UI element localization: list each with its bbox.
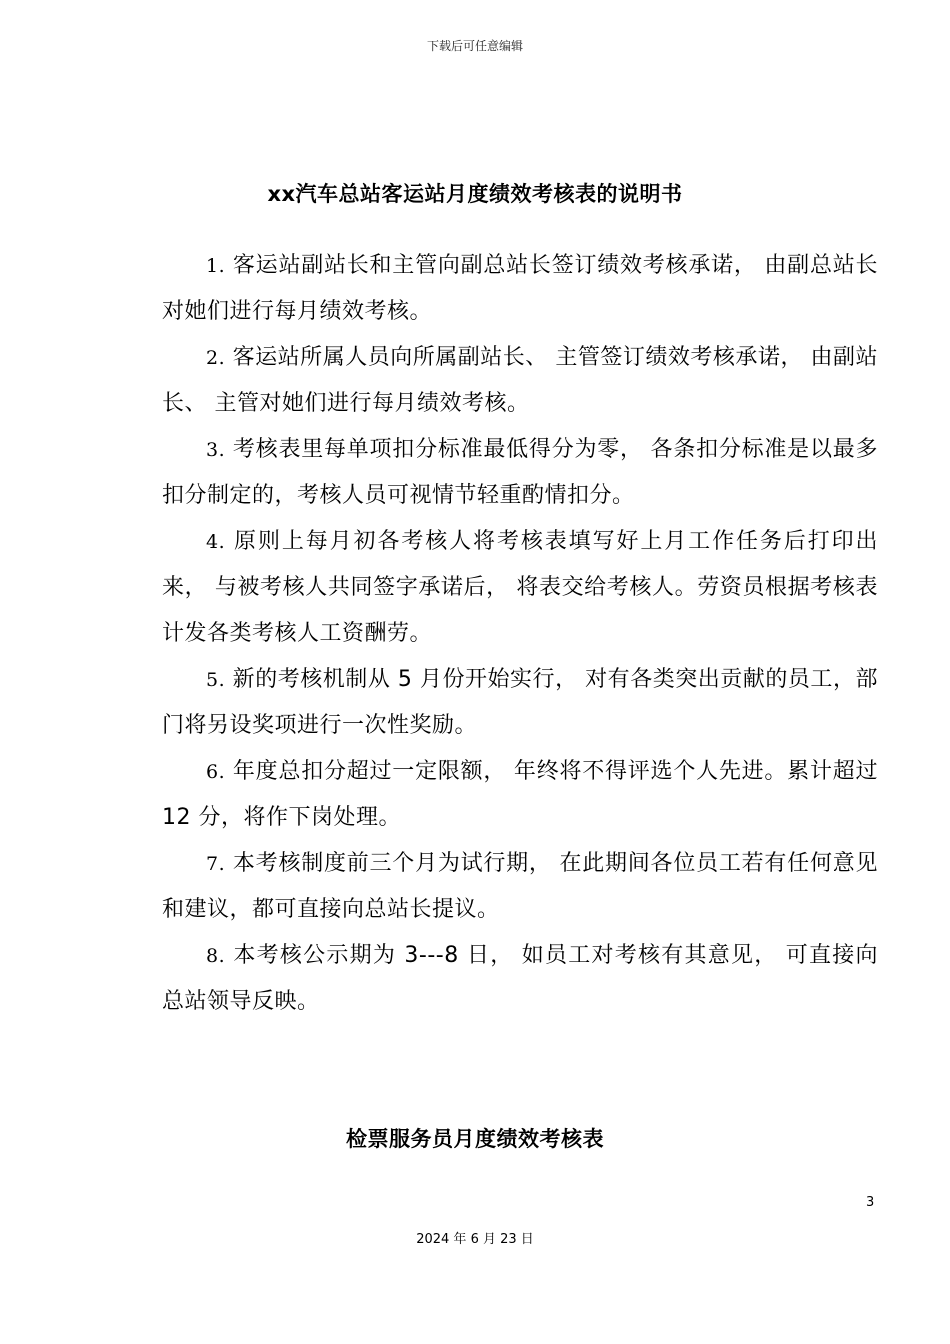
paragraph-5 xyxy=(162,657,878,749)
paragraph-number: 5. xyxy=(206,669,226,691)
paragraph-number: 3. xyxy=(206,439,226,461)
paragraph-1 xyxy=(162,243,878,335)
paragraph-number: 1. xyxy=(206,255,226,277)
paragraph-text: 客运站所属人员向所属副站长、 主管签订绩效考核承诺， 由副站长、 主管对她们进行每月绩效考核。 xyxy=(162,345,878,416)
paragraph-7 xyxy=(162,841,878,933)
paragraph-4 xyxy=(162,519,878,657)
paragraph-number: 8. xyxy=(206,945,226,967)
paragraph-6 xyxy=(162,749,878,841)
header-note: 下载后可任意编辑 xyxy=(426,39,523,53)
paragraph-3 xyxy=(162,427,878,519)
footer-date: 2024 年 6 月 23 日 xyxy=(416,1232,534,1247)
paragraph-number: 7. xyxy=(206,853,226,875)
paragraph-8 xyxy=(162,933,878,1025)
paragraph-text: 原则上每月初各考核人将考核表填写好上月工作任务后打印出来， 与被考核人共同签字承诺后， 将表交给考核人。劳资员根据考核表计发各类考核人工资酬劳。 xyxy=(162,529,878,646)
paragraph-number: 4. xyxy=(206,531,226,553)
paragraph-text: 本考核公示期为 3---8 日， 如员工对考核有其意见， 可直接向总站领导反映。 xyxy=(162,943,878,1014)
page-number: 3 xyxy=(866,1195,875,1210)
paragraph-text: 考核表里每单项扣分标准最低得分为零， 各条扣分标准是以最多扣分制定的，考核人员可视情节轻重酌情扣分。 xyxy=(162,437,878,508)
document-title: xx汽车总站客运站月度绩效考核表的说明书 xyxy=(267,182,683,206)
section-title: 检票服务员月度绩效考核表 xyxy=(346,1127,604,1151)
paragraph-text: 年度总扣分超过一定限额， 年终将不得评选个人先进。累计超过 12 分，将作下岗处理。 xyxy=(162,759,878,830)
paragraph-list xyxy=(162,243,878,1025)
paragraph-text: 客运站副站长和主管向副总站长签订绩效考核承诺， 由副总站长对她们进行每月绩效考核。 xyxy=(162,253,878,324)
paragraph-2 xyxy=(162,335,878,427)
paragraph-text: 新的考核机制从 5 月份开始实行， 对有各类突出贡献的员工，部门将另设奖项进行一次性奖励。 xyxy=(162,667,878,738)
paragraph-text: 本考核制度前三个月为试行期， 在此期间各位员工若有任何意见和建议，都可直接向总站长提议。 xyxy=(162,851,878,922)
paragraph-number: 6. xyxy=(206,761,226,783)
paragraph-number: 2. xyxy=(206,347,226,369)
